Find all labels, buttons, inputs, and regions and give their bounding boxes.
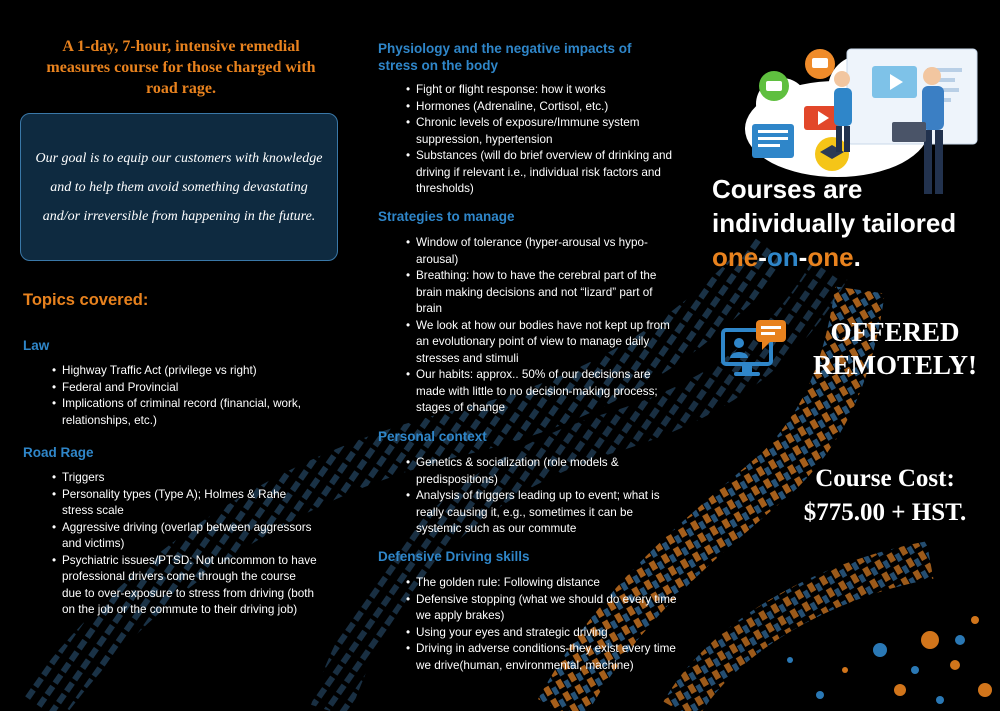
tailored-line-2: individually tailored (712, 208, 957, 238)
monitor-chat-icon (720, 318, 790, 380)
personal-context-list (406, 455, 678, 538)
list-item: • Implications of criminal record (financial, work, relationships, etc.) (52, 396, 322, 429)
list-item: • Personality types (Type A); Holmes & Rahe stress scale (52, 487, 318, 520)
list-item: • Triggers (52, 470, 318, 487)
list-item: • Hormones (Adrenaline, Cortisol, etc.) (406, 99, 678, 116)
tailored-period: . (853, 242, 861, 272)
list-item: • Aggressive driving (overlap between aggressors and victims) (52, 520, 318, 553)
section-heading-law: Law (23, 338, 50, 353)
section-heading-personal-context: Personal context (378, 429, 487, 444)
section-heading-road-rage: Road Rage (23, 445, 94, 460)
middle-column (368, 0, 688, 711)
list-item: • Window of tolerance (hyper-arousal vs hypo-arousal) (406, 235, 678, 268)
list-item: • Breathing: how to have the cerebral part of the brain making decisions and not “lizard” part of brain (406, 268, 678, 318)
tailored-heading (712, 172, 1000, 274)
left-column (0, 0, 352, 711)
list-item: • Substances (will do brief overview of drinking and driving if relevant i.e., individual risk factors and thresholds) (406, 148, 678, 198)
list-item: • Driving in adverse conditions-they exist every time we drive(human, environmental, machine) (406, 641, 678, 674)
goal-box (20, 113, 338, 261)
road-rage-list (52, 470, 318, 619)
right-column (690, 0, 1000, 711)
list-item: • We look at how our bodies have not kept up from an evolutionary point of view to manage daily stresses and stimuli (406, 318, 678, 368)
law-list (52, 363, 322, 429)
goal-text: Our goal is to equip our customers with knowledge and to help them avoid something devastating and/or irreversible from happening in the future. (35, 150, 323, 224)
tailored-word-on: on (766, 242, 799, 272)
offered-remotely (795, 316, 995, 382)
list-item: • Psychiatric issues/PTSD: Not uncommon to have professional drivers come through the course due to over-exposure to stress from driving (both on the job or the commute to their driving job) (52, 553, 318, 619)
section-heading-physiology: Physiology and the negative impacts of stress on the body (378, 41, 632, 73)
tailored-line-3 (712, 240, 1000, 274)
course-cost (775, 462, 995, 530)
tailored-dash: - (798, 242, 808, 272)
list-item: • Using your eyes and strategic driving (406, 625, 678, 642)
list-item: • Analysis of triggers leading up to event; what is really causing it, e.g., sometimes it can be systemic such as our commute (406, 488, 678, 538)
physiology-list (406, 82, 678, 198)
list-item: • Chronic levels of exposure/Immune system suppression, hypertension (406, 115, 678, 148)
section-heading-strategies: Strategies to manage (378, 209, 515, 224)
tailored-dash: - (758, 242, 767, 272)
list-item: • Genetics & socialization (role models & predispositions) (406, 455, 678, 488)
list-item: • The golden rule: Following distance (406, 575, 678, 592)
course-intro: A 1-day, 7-hour, intensive remedial measures course for those charged with road rage. (46, 38, 316, 97)
strategies-list (406, 235, 678, 417)
list-item: • Fight or flight response: how it works (406, 82, 678, 99)
defensive-driving-list (406, 575, 678, 674)
tailored-word-one: one (807, 242, 854, 272)
cost-label: Course Cost: (815, 465, 955, 492)
list-item: • Federal and Provincial (52, 380, 322, 397)
tailored-line-1: Courses are (712, 174, 863, 204)
list-item: • Our habits: approx.. 50% of our decisions are made with little to no decision-making process; stages of change (406, 367, 678, 417)
remote-line-1: OFFERED (830, 317, 960, 347)
list-item: • Highway Traffic Act (privilege vs right) (52, 363, 322, 380)
section-heading-defensive-driving: Defensive Driving skills (378, 549, 530, 564)
remote-line-2: REMOTELY! (812, 350, 978, 380)
cost-value: $775.00 + HST. (803, 499, 967, 526)
tailored-word-one: one (712, 242, 759, 272)
list-item: • Defensive stopping (what we should do every time we apply brakes) (406, 592, 678, 625)
topics-title: Topics covered: (23, 291, 149, 309)
